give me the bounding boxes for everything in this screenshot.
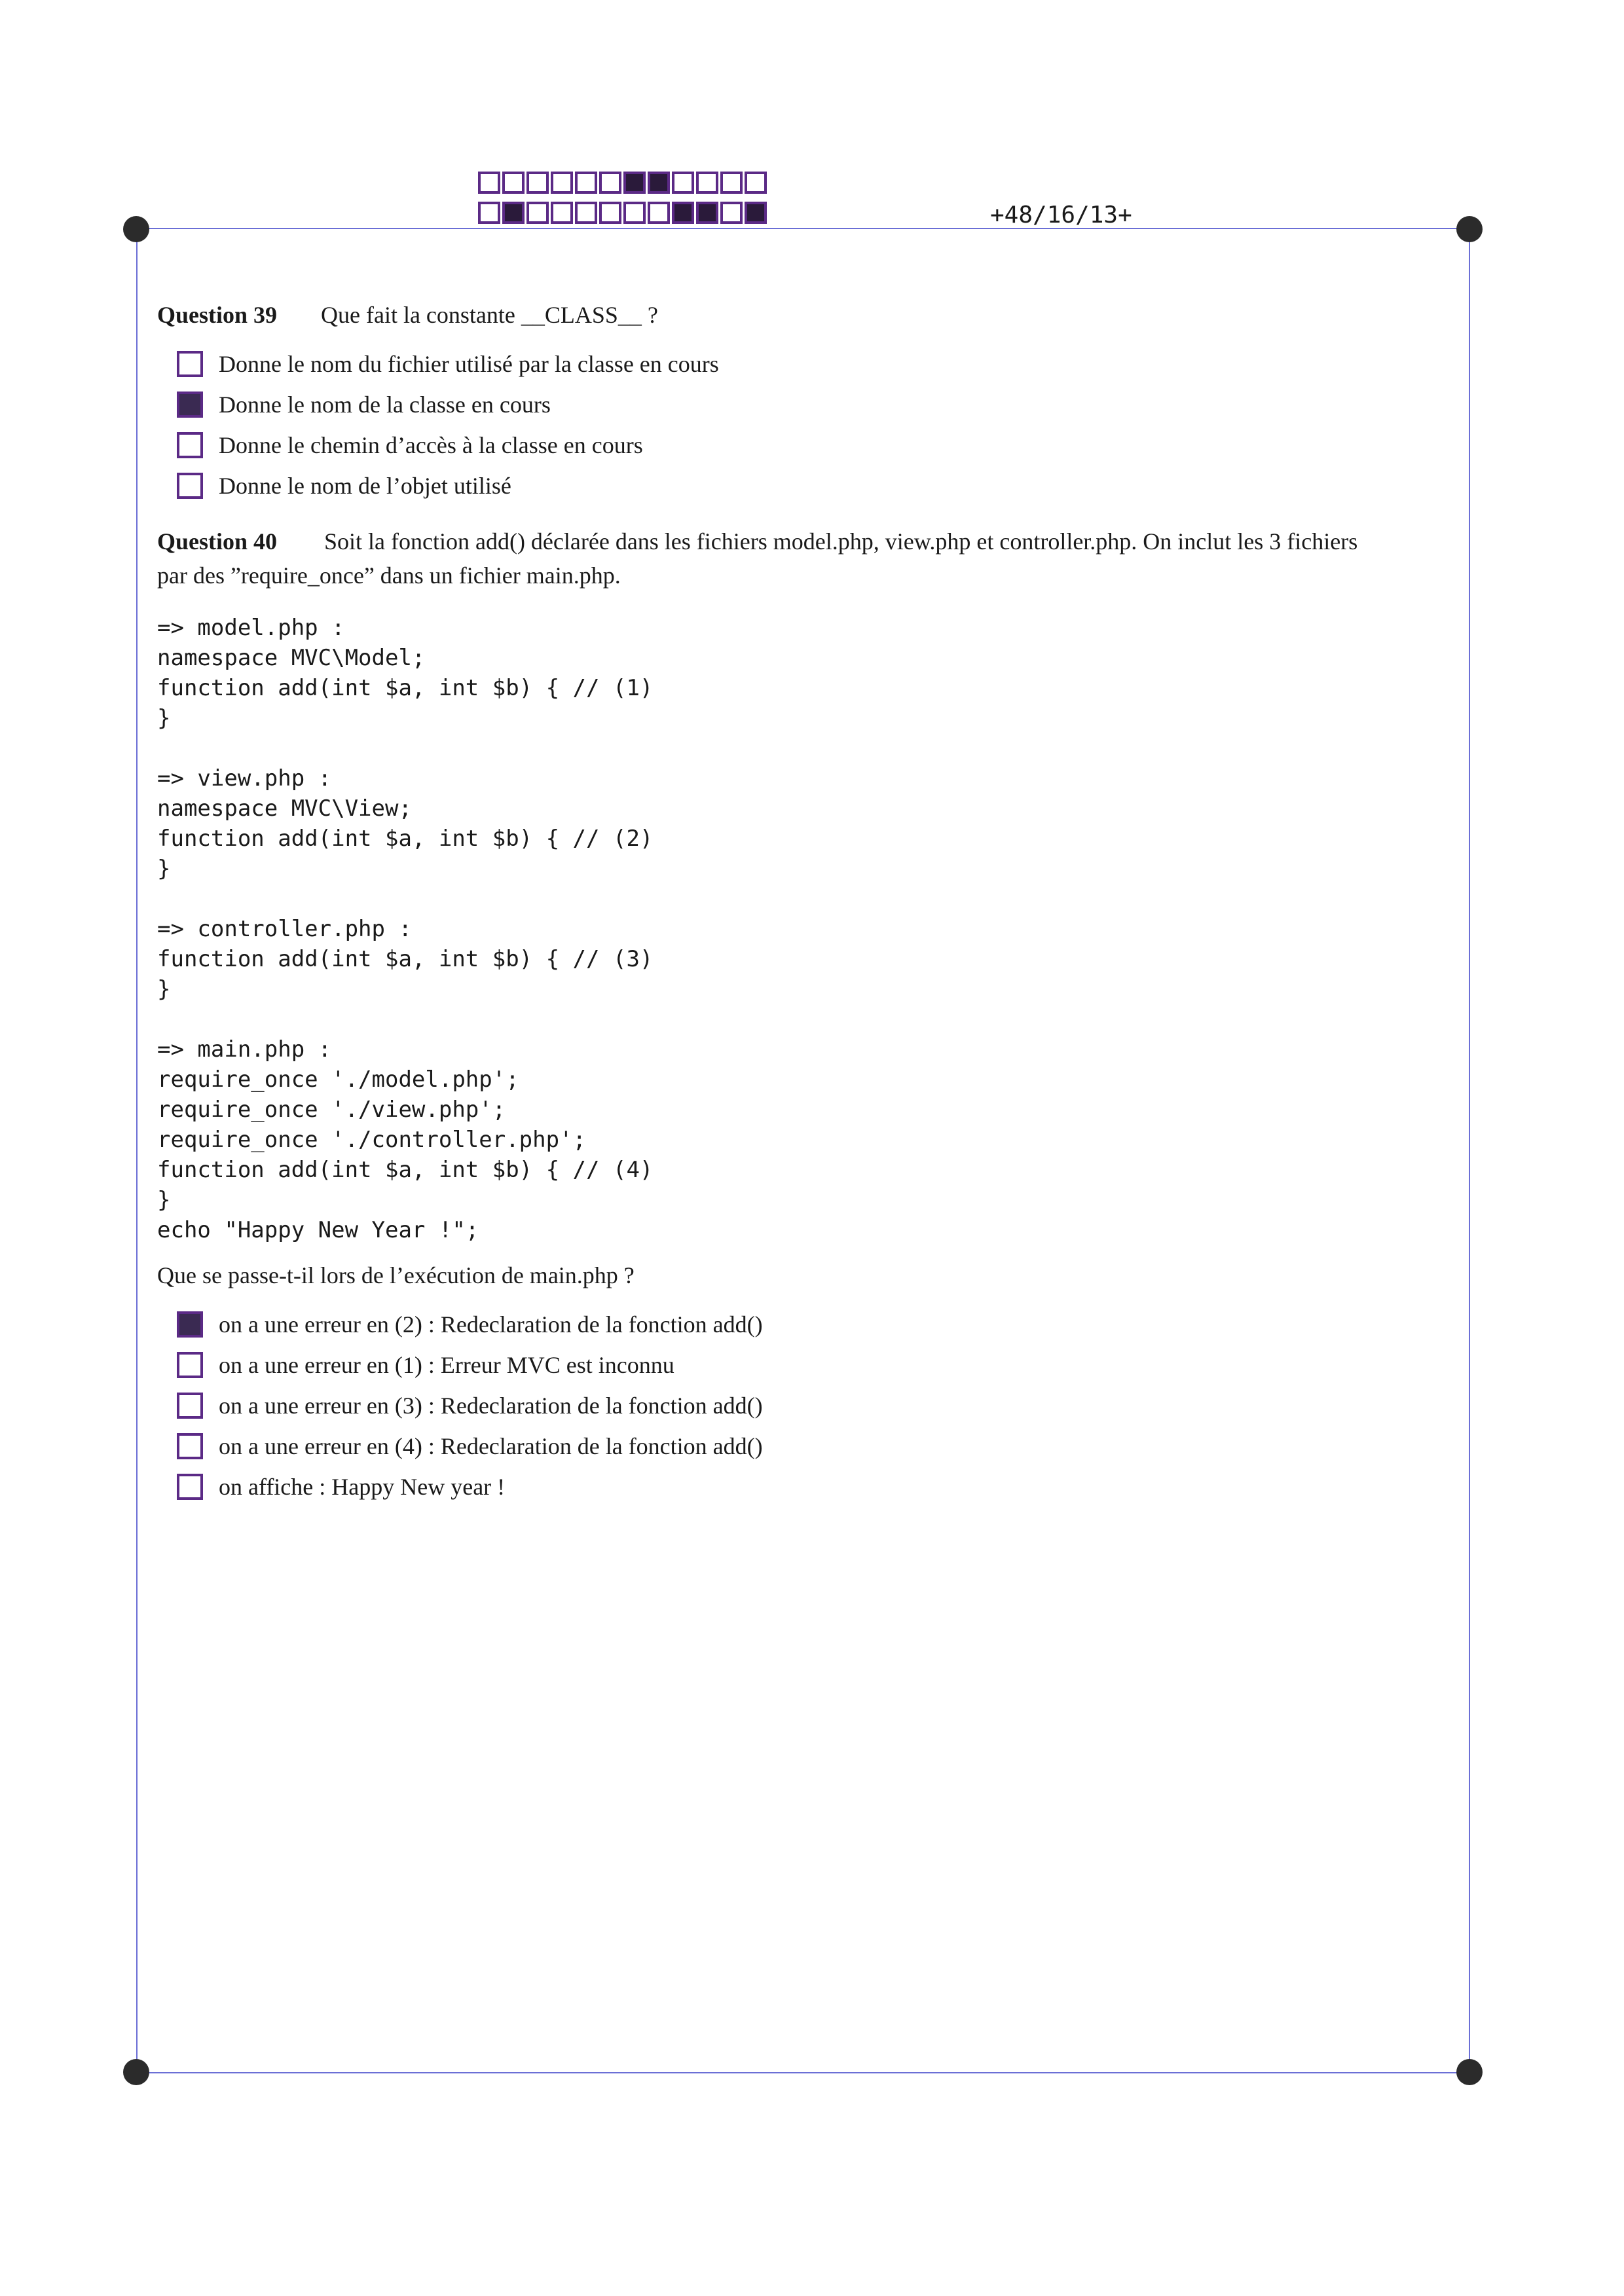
frame-top-line bbox=[134, 228, 1470, 229]
barcode-top-cell bbox=[672, 172, 694, 194]
question-39 bbox=[157, 298, 1467, 506]
barcode-top-cell bbox=[720, 172, 743, 194]
barcode-top-cell bbox=[478, 172, 500, 194]
code-line: namespace MVC\Model; bbox=[157, 644, 426, 671]
code-line: => controller.php : bbox=[157, 915, 412, 942]
question-40 bbox=[157, 524, 1467, 1507]
barcode-bottom-cell bbox=[526, 202, 549, 224]
barcode-bottom-cell bbox=[648, 202, 670, 224]
answer-label: on a une erreur en (3) : Redeclaration de la fonction add() bbox=[219, 1392, 763, 1419]
barcode-top-cell bbox=[599, 172, 621, 194]
barcode-bottom bbox=[478, 202, 769, 224]
code-line bbox=[157, 884, 1467, 914]
barcode-bottom-cell bbox=[672, 202, 694, 224]
code-line: require_once './controller.php'; bbox=[157, 1126, 587, 1153]
code-line: } bbox=[157, 975, 171, 1002]
q40-choice[interactable] bbox=[177, 1304, 1467, 1345]
corner-mark-top-left bbox=[123, 216, 149, 242]
q40-choice[interactable] bbox=[177, 1385, 1467, 1426]
code-line: => model.php : bbox=[157, 614, 345, 641]
answer-label: on affiche : Happy New year ! bbox=[219, 1473, 506, 1500]
answer-label: on a une erreur en (4) : Redeclaration de la fonction add() bbox=[219, 1432, 763, 1459]
answer-checkbox[interactable] bbox=[177, 1352, 203, 1378]
q39-choice[interactable] bbox=[177, 425, 1467, 465]
barcode-top-cell bbox=[623, 172, 646, 194]
answer-checkbox[interactable] bbox=[177, 1474, 203, 1500]
answer-checkbox[interactable] bbox=[177, 1433, 203, 1459]
corner-mark-bottom-left bbox=[123, 2059, 149, 2085]
barcode-bottom-cell bbox=[575, 202, 597, 224]
question-content bbox=[157, 298, 1467, 1507]
code-line bbox=[157, 733, 1467, 763]
question-39-label: Question 39 bbox=[157, 302, 278, 328]
barcode-bottom-cell bbox=[720, 202, 743, 224]
code-line: function add(int $a, int $b) { // (2) bbox=[157, 825, 654, 852]
question-40-label: Question 40 bbox=[157, 528, 278, 555]
q39-choice[interactable] bbox=[177, 384, 1467, 425]
corner-mark-top-right bbox=[1456, 216, 1483, 242]
answer-label: Donne le nom du fichier utilisé par la classe en cours bbox=[219, 351, 719, 378]
barcode-bottom-cell bbox=[502, 202, 525, 224]
frame-left-line bbox=[136, 230, 138, 2073]
code-line: => view.php : bbox=[157, 765, 332, 792]
code-line: echo "Happy New Year !"; bbox=[157, 1216, 479, 1243]
frame-right-line bbox=[1469, 230, 1470, 2073]
question-40-followup: Que se passe-t-il lors de l’exécution de main.php ? bbox=[157, 1262, 635, 1288]
q39-choice[interactable] bbox=[177, 344, 1467, 384]
frame-bottom-line bbox=[134, 2072, 1470, 2073]
code-line bbox=[157, 1004, 1467, 1034]
barcode-bottom-cell bbox=[599, 202, 621, 224]
answer-label: Donne le nom de la classe en cours bbox=[219, 392, 551, 418]
barcode-bottom-cell bbox=[551, 202, 573, 224]
answer-label: Donne le nom de l’objet utilisé bbox=[219, 473, 511, 500]
barcode-top-cell bbox=[648, 172, 670, 194]
barcode-top-cell bbox=[745, 172, 767, 194]
barcode-top-cell bbox=[526, 172, 549, 194]
answer-checkbox[interactable] bbox=[177, 351, 203, 377]
code-line: } bbox=[157, 704, 171, 731]
code-line: function add(int $a, int $b) { // (4) bbox=[157, 1156, 654, 1183]
barcode-top-cell bbox=[502, 172, 525, 194]
barcode-top-cell bbox=[551, 172, 573, 194]
question-40-choices bbox=[177, 1304, 1467, 1507]
q40-choice[interactable] bbox=[177, 1345, 1467, 1385]
page-id: +48/16/13+ bbox=[990, 202, 1132, 228]
question-39-choices bbox=[177, 344, 1467, 506]
corner-mark-bottom-right bbox=[1456, 2059, 1483, 2085]
question-39-text: Que fait la constante __CLASS__ ? bbox=[321, 302, 658, 328]
code-block bbox=[157, 613, 1467, 1245]
answer-label: on a une erreur en (2) : Redeclaration de la fonction add() bbox=[219, 1311, 763, 1338]
barcode-top bbox=[478, 172, 769, 194]
code-line: => main.php : bbox=[157, 1036, 332, 1063]
code-line: namespace MVC\View; bbox=[157, 795, 412, 822]
answer-label: Donne le chemin d’accès à la classe en cours bbox=[219, 432, 643, 459]
barcode-bottom-cell bbox=[623, 202, 646, 224]
q40-choice[interactable] bbox=[177, 1426, 1467, 1467]
answer-checkbox[interactable] bbox=[177, 1311, 203, 1338]
question-40-text-line2: par des ”require_once” dans un fichier main.php. bbox=[157, 562, 621, 589]
code-line: require_once './view.php'; bbox=[157, 1096, 506, 1123]
barcode-top-cell bbox=[696, 172, 718, 194]
code-line: require_once './model.php'; bbox=[157, 1066, 519, 1093]
barcode-bottom-cell bbox=[696, 202, 718, 224]
answer-label: on a une erreur en (1) : Erreur MVC est inconnu bbox=[219, 1351, 674, 1378]
code-line: } bbox=[157, 855, 171, 882]
q39-choice[interactable] bbox=[177, 465, 1467, 506]
code-line: function add(int $a, int $b) { // (1) bbox=[157, 674, 654, 701]
answer-checkbox[interactable] bbox=[177, 392, 203, 418]
q40-choice[interactable] bbox=[177, 1467, 1467, 1507]
barcode-bottom-cell bbox=[745, 202, 767, 224]
code-line: } bbox=[157, 1186, 171, 1213]
barcode-bottom-cell bbox=[478, 202, 500, 224]
answer-checkbox[interactable] bbox=[177, 473, 203, 499]
code-line: function add(int $a, int $b) { // (3) bbox=[157, 945, 654, 972]
answer-checkbox[interactable] bbox=[177, 1393, 203, 1419]
answer-checkbox[interactable] bbox=[177, 432, 203, 458]
question-40-text-line1: Soit la fonction add() déclarée dans les fichiers model.php, view.php et controller.php. On inclut les 3 fichiers bbox=[324, 528, 1358, 555]
barcode-top-cell bbox=[575, 172, 597, 194]
